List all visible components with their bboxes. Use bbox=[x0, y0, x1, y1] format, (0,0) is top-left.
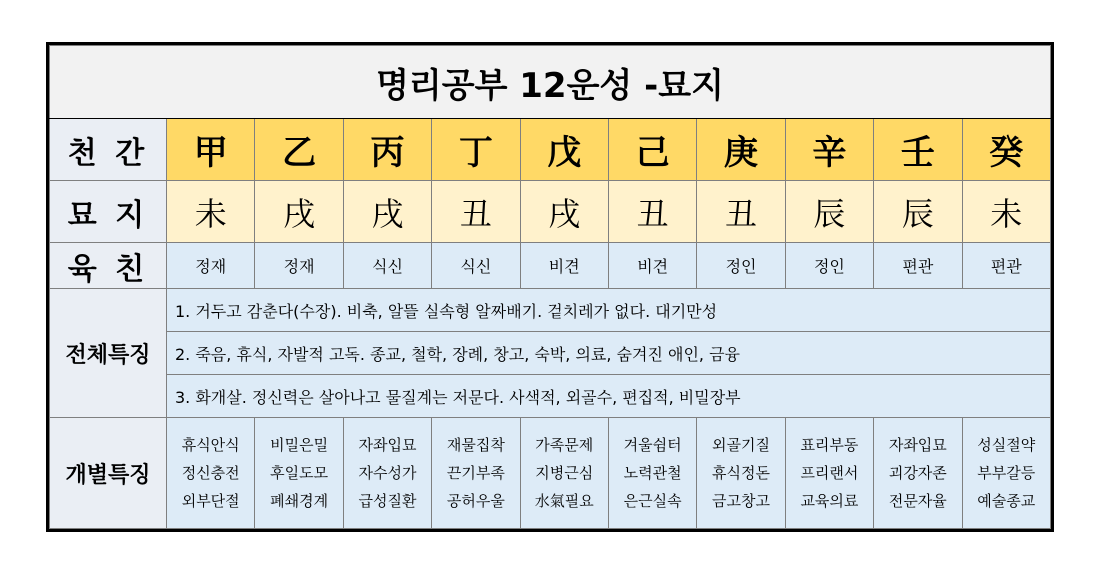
individual-line: 자좌입묘 bbox=[358, 436, 417, 454]
relation-cell: 식신 bbox=[343, 243, 431, 289]
tomb-cell: 戌 bbox=[520, 181, 608, 243]
stem-cell: 壬 bbox=[874, 119, 962, 181]
saju-table bbox=[49, 45, 1051, 529]
individual-line: 후일도모 bbox=[270, 464, 329, 482]
overall-feature-3: 3. 화개살. 정신력은 살아나고 물질계는 저문다. 사색적, 외골수, 편집적, 비밀장부 bbox=[167, 375, 1051, 418]
individual-cell bbox=[608, 418, 696, 529]
stem-cell: 丁 bbox=[432, 119, 520, 181]
relation-cell: 정재 bbox=[167, 243, 255, 289]
stem-cell: 丙 bbox=[343, 119, 431, 181]
stems-row bbox=[50, 119, 1051, 181]
individual-label: 개별특징 bbox=[50, 418, 167, 529]
individual-line: 水氣필요 bbox=[534, 492, 594, 510]
stem-cell: 戊 bbox=[520, 119, 608, 181]
individual-line: 휴식정돈 bbox=[712, 464, 771, 482]
individual-cell bbox=[520, 418, 608, 529]
tomb-cell: 戌 bbox=[255, 181, 343, 243]
relation-cell: 편관 bbox=[962, 243, 1050, 289]
individual-cell bbox=[785, 418, 873, 529]
individual-cell bbox=[255, 418, 343, 529]
relation-label: 육 친 bbox=[50, 243, 167, 289]
individual-cell bbox=[343, 418, 431, 529]
overall-row-2 bbox=[50, 332, 1051, 375]
individual-cell bbox=[697, 418, 785, 529]
tomb-cell: 戌 bbox=[343, 181, 431, 243]
relation-cell: 편관 bbox=[874, 243, 962, 289]
stem-cell: 甲 bbox=[167, 119, 255, 181]
page-title: 명리공부 12운성 -묘지 bbox=[50, 46, 1051, 119]
individual-line: 교육의료 bbox=[800, 492, 859, 510]
overall-row-1 bbox=[50, 289, 1051, 332]
individual-line: 금고창고 bbox=[712, 492, 771, 510]
individual-line: 예술종교 bbox=[977, 492, 1036, 510]
individual-line: 자좌입묘 bbox=[888, 436, 947, 454]
tomb-label: 묘 지 bbox=[50, 181, 167, 243]
relation-cell: 비견 bbox=[608, 243, 696, 289]
individual-line: 재물집착 bbox=[446, 436, 505, 454]
relation-cell: 식신 bbox=[432, 243, 520, 289]
individual-line: 끈기부족 bbox=[446, 464, 505, 482]
individual-line: 은근실속 bbox=[623, 492, 682, 510]
individual-cell bbox=[962, 418, 1050, 529]
individual-cell bbox=[167, 418, 255, 529]
individual-line: 가족문제 bbox=[535, 436, 594, 454]
table-frame bbox=[46, 42, 1054, 532]
individual-cell bbox=[432, 418, 520, 529]
tomb-cell: 丑 bbox=[608, 181, 696, 243]
overall-label: 전체특징 bbox=[50, 289, 167, 418]
individual-line: 급성질환 bbox=[358, 492, 417, 510]
overall-row-3 bbox=[50, 375, 1051, 418]
tomb-cell: 未 bbox=[167, 181, 255, 243]
overall-feature-1: 1. 거두고 감춘다(수장). 비축, 알뜰 실속형 알짜배기. 겉치레가 없다. 대기만성 bbox=[167, 289, 1051, 332]
tomb-cell: 丑 bbox=[697, 181, 785, 243]
stem-cell: 乙 bbox=[255, 119, 343, 181]
stem-cell: 癸 bbox=[962, 119, 1050, 181]
relation-cell: 정인 bbox=[785, 243, 873, 289]
individual-line: 지병근심 bbox=[535, 464, 594, 482]
relation-cell: 정재 bbox=[255, 243, 343, 289]
tomb-row bbox=[50, 181, 1051, 243]
individual-line: 프리랜서 bbox=[800, 464, 859, 482]
individual-line: 겨울쉼터 bbox=[623, 436, 682, 454]
individual-line: 공허우울 bbox=[446, 492, 505, 510]
individual-line: 비밀은밀 bbox=[270, 436, 329, 454]
overall-feature-2: 2. 죽음, 휴식, 자발적 고독. 종교, 철학, 장례, 창고, 숙박, 의료, 숨겨진 애인, 금융 bbox=[167, 332, 1051, 375]
individual-line: 정신충전 bbox=[181, 464, 240, 482]
stem-cell: 辛 bbox=[785, 119, 873, 181]
stem-cell: 己 bbox=[608, 119, 696, 181]
tomb-cell: 丑 bbox=[432, 181, 520, 243]
individual-line: 부부갈등 bbox=[977, 464, 1036, 482]
individual-line: 괴강자존 bbox=[888, 464, 947, 482]
individual-line: 외부단절 bbox=[181, 492, 240, 510]
individual-line: 휴식안식 bbox=[181, 436, 240, 454]
tomb-cell: 辰 bbox=[785, 181, 873, 243]
tomb-cell: 未 bbox=[962, 181, 1050, 243]
individual-row bbox=[50, 418, 1051, 529]
individual-line: 전문자율 bbox=[888, 492, 947, 510]
individual-line: 노력관철 bbox=[623, 464, 682, 482]
individual-line: 폐쇄경계 bbox=[270, 492, 329, 510]
individual-line: 성실절약 bbox=[977, 436, 1036, 454]
relation-row bbox=[50, 243, 1051, 289]
stem-cell: 庚 bbox=[697, 119, 785, 181]
stems-label: 천 간 bbox=[50, 119, 167, 181]
relation-cell: 정인 bbox=[697, 243, 785, 289]
tomb-cell: 辰 bbox=[874, 181, 962, 243]
individual-cell bbox=[874, 418, 962, 529]
relation-cell: 비견 bbox=[520, 243, 608, 289]
individual-line: 외골기질 bbox=[712, 436, 771, 454]
individual-line: 표리부동 bbox=[800, 436, 859, 454]
individual-line: 자수성가 bbox=[358, 464, 417, 482]
